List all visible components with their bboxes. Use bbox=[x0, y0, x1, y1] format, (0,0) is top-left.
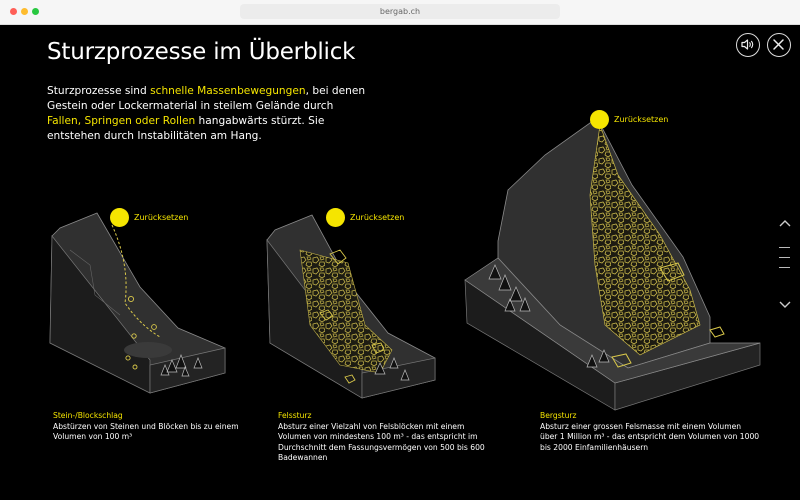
address-bar[interactable]: bergab.ch bbox=[240, 4, 560, 19]
landslide-illustration bbox=[465, 118, 760, 410]
caption-title: Stein-/Blockschlag bbox=[53, 411, 123, 420]
intro-text-part: hangabwärts stürzt. Sie entstehen durch Instabilitäten am Hang. bbox=[47, 115, 325, 142]
chevron-down-icon bbox=[777, 300, 793, 310]
browser-titlebar bbox=[0, 0, 800, 25]
caption-text: Absturz einer Vielzahl von Felsblöcken mit einem Volumen von mindestens 100 m³ - das entspricht im Durchschnitt dem Fassungsvermögen von 500 bis 600 Badewannen bbox=[278, 421, 485, 462]
reset-button[interactable] bbox=[590, 110, 668, 129]
reset-label: Zurücksetzen bbox=[350, 213, 405, 222]
window-close-dot[interactable] bbox=[10, 8, 17, 15]
intro-highlight: schnelle Massenbewegungen bbox=[150, 85, 306, 97]
reset-button[interactable] bbox=[110, 208, 188, 227]
page-content bbox=[0, 25, 800, 500]
reset-button[interactable] bbox=[326, 208, 404, 227]
reset-dot-icon bbox=[590, 110, 609, 129]
caption-text: Absturz einer grossen Felsmasse mit einem Volumen über 1 Million m³ - das entspricht dem Volumen von 1000 bis 2000 Einfamilienhäusern bbox=[540, 421, 760, 452]
rockfall-illustration bbox=[267, 215, 435, 398]
page-title: Sturzprozesse im Überblick bbox=[47, 39, 356, 65]
caption-title: Felssturz bbox=[278, 411, 312, 420]
intro-text-part: , bei denen Gestein oder Lockermaterial in steilem Gelände durch bbox=[47, 85, 366, 112]
reset-dot-icon bbox=[326, 208, 345, 227]
intro-highlight: Fallen, Springen oder Rollen bbox=[47, 115, 196, 127]
intro-text-part: Sturzprozesse sind bbox=[47, 85, 151, 97]
reset-label: Zurücksetzen bbox=[614, 115, 669, 124]
stone-fall-illustration bbox=[50, 213, 225, 393]
nav-indicator[interactable] bbox=[779, 247, 790, 248]
nav-indicator[interactable] bbox=[779, 257, 790, 258]
nav-indicator[interactable] bbox=[779, 267, 790, 268]
caption-stone-fall bbox=[53, 411, 263, 443]
caption-title: Bergsturz bbox=[540, 411, 577, 420]
caption-text: Abstürzen von Steinen und Blöcken bis zu einem Volumen von 100 m³ bbox=[53, 421, 239, 441]
window-maximize-dot[interactable] bbox=[32, 8, 39, 15]
nav-down-button[interactable] bbox=[775, 295, 795, 314]
caption-rockfall bbox=[278, 411, 498, 464]
window-minimize-dot[interactable] bbox=[21, 8, 28, 15]
reset-label: Zurücksetzen bbox=[134, 213, 189, 222]
reset-dot-icon bbox=[110, 208, 129, 227]
caption-landslide bbox=[540, 411, 760, 453]
chevron-up-icon bbox=[777, 218, 793, 228]
nav-up-button[interactable] bbox=[775, 213, 795, 232]
